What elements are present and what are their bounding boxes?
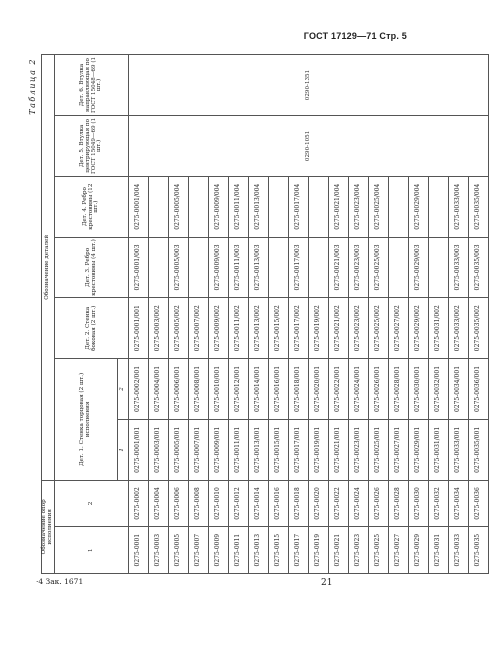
parts-table bbox=[41, 54, 489, 574]
table-cell: 0275-0029/002 bbox=[409, 298, 429, 359]
footer-order-number: ·4 Зак. 1671 bbox=[36, 577, 84, 586]
table-cell: 0275-0025/002 bbox=[369, 298, 389, 359]
table-cell: 0275-0029 bbox=[409, 527, 429, 574]
page-number: 21 bbox=[321, 578, 333, 588]
table-cell bbox=[309, 176, 329, 237]
table-cell: 0275-0013/002 bbox=[249, 298, 269, 359]
table-cell: 0275-0021/001 bbox=[329, 419, 349, 480]
table-cell: 0275-0025 bbox=[369, 527, 389, 574]
table-cell: 0275-0013/004 bbox=[249, 176, 269, 237]
table-cell: 0275-0010/001 bbox=[209, 359, 229, 420]
table-cell: 0275-0029/001 bbox=[409, 419, 429, 480]
table-cell bbox=[149, 237, 169, 298]
table-cell: 0275-0005/004 bbox=[169, 176, 189, 237]
col-header-det4: Дет. 4. Ребро крестовины (12 шт.) bbox=[55, 176, 129, 237]
table-cell: 0275-0021/002 bbox=[329, 298, 349, 359]
table-cell: 0275-0035/003 bbox=[469, 237, 489, 298]
table-cell: 0275-0005/003 bbox=[169, 237, 189, 298]
table-cell: 0275-0027 bbox=[389, 527, 409, 574]
table-cell: 0275-0012/001 bbox=[229, 359, 249, 420]
table-cell: 0275-0018/001 bbox=[289, 359, 309, 420]
table-cell: 0275-0015/001 bbox=[269, 419, 289, 480]
table-cell bbox=[269, 176, 289, 237]
group-header-left: Обозначение опор исполнения bbox=[42, 480, 55, 573]
table-cell: 0275-0019 bbox=[309, 527, 329, 574]
table-cell: 0275-0035/004 bbox=[469, 176, 489, 237]
rotated-table-container bbox=[28, 54, 482, 574]
table-cell: 0275-0024/001 bbox=[349, 359, 369, 420]
table-cell: 0275-0018 bbox=[289, 480, 309, 527]
table-cell: 0275-0012 bbox=[229, 480, 249, 527]
table-cell: 0275-0011/001 bbox=[229, 419, 249, 480]
table-cell: 0275-0015/002 bbox=[269, 298, 289, 359]
table-cell: 0275-0002 bbox=[129, 480, 149, 527]
table-cell: 0275-0033/001 bbox=[449, 419, 469, 480]
table-cell: 0275-0009/003 bbox=[209, 237, 229, 298]
table-cell bbox=[269, 237, 289, 298]
table-cell: 0275-0021/003 bbox=[329, 237, 349, 298]
table-cell: 0275-0022 bbox=[329, 480, 349, 527]
table-cell: 0275-0004 bbox=[149, 480, 169, 527]
table-cell: 0275-0016/001 bbox=[269, 359, 289, 420]
table-cell: 0275-0013/001 bbox=[249, 419, 269, 480]
page-header: ГОСТ 17129—71 Стр. 5 bbox=[303, 31, 407, 41]
table-cell: 0275-0008 bbox=[189, 480, 209, 527]
table-cell: 0275-0025/001 bbox=[369, 419, 389, 480]
table-cell: 0275-0023/003 bbox=[349, 237, 369, 298]
table-cell: 0275-0034 bbox=[449, 480, 469, 527]
table-cell bbox=[189, 176, 209, 237]
table-cell: 0275-0027/001 bbox=[389, 419, 409, 480]
table-cell: 0275-0023/004 bbox=[349, 176, 369, 237]
table-cell: 0275-0014 bbox=[249, 480, 269, 527]
table-cell: 0275-0020 bbox=[309, 480, 329, 527]
table-cell: 0275-0001/003 bbox=[129, 237, 149, 298]
table-cell: 0275-0032 bbox=[429, 480, 449, 527]
sub-header-det1-2: 2 bbox=[118, 359, 129, 420]
table-cell: 0275-0035/002 bbox=[469, 298, 489, 359]
table-cell: 0275-0006/001 bbox=[169, 359, 189, 420]
table-cell: 0275-0031/001 bbox=[429, 419, 449, 480]
table-cell: 0275-0009 bbox=[209, 527, 229, 574]
sub-header-det1-1: 1 bbox=[118, 419, 129, 480]
table-cell: 0275-0029/003 bbox=[409, 237, 429, 298]
table-cell: 0275-0032/001 bbox=[429, 359, 449, 420]
table-cell: 0275-0034/001 bbox=[449, 359, 469, 420]
table-cell: 0275-0011/004 bbox=[229, 176, 249, 237]
table-cell: 0275-0015 bbox=[269, 527, 289, 574]
col-header-2: 2 bbox=[55, 480, 129, 527]
table-cell: 0275-0017 bbox=[289, 527, 309, 574]
table-cell: 0275-0025/004 bbox=[369, 176, 389, 237]
table-cell: 0275-0030/001 bbox=[409, 359, 429, 420]
table-cell: 0275-0020/001 bbox=[309, 359, 329, 420]
table-cell: 0275-0007/001 bbox=[189, 419, 209, 480]
table-cell: 0275-0017/001 bbox=[289, 419, 309, 480]
table-cell: 0275-0033/004 bbox=[449, 176, 469, 237]
table-cell: 0275-0028/001 bbox=[389, 359, 409, 420]
table-cell: 0275-0033/003 bbox=[449, 237, 469, 298]
table-body bbox=[129, 55, 489, 574]
table-cell: 0275-0001/001 bbox=[129, 298, 149, 359]
table-cell: 0275-0023/001 bbox=[349, 419, 369, 480]
table-cell: 0275-0028 bbox=[389, 480, 409, 527]
table-cell: 0275-0036/001 bbox=[469, 359, 489, 420]
table-cell: 0275-0011 bbox=[229, 527, 249, 574]
group-header-row bbox=[42, 55, 55, 574]
table-cell bbox=[189, 237, 209, 298]
table-cell: 0275-0035 bbox=[469, 527, 489, 574]
table-cell: 0275-0017/004 bbox=[289, 176, 309, 237]
table-cell: 0275-0009/002 bbox=[209, 298, 229, 359]
table-cell: 0275-0001/001 bbox=[129, 419, 149, 480]
col-header-1: 1 bbox=[55, 527, 129, 574]
table-cell: 0275-0014/001 bbox=[249, 359, 269, 420]
table-cell: 0275-0030 bbox=[409, 480, 429, 527]
table-cell: 0275-0003/001 bbox=[149, 419, 169, 480]
col-header-det1: Дет. 1. Стенка торцовая (2 шт.) исполнения bbox=[55, 359, 118, 481]
table-cell: 0275-0029/004 bbox=[409, 176, 429, 237]
table-cell: 0275-0001/004 bbox=[129, 176, 149, 237]
table-cell: 0275-0023 bbox=[349, 527, 369, 574]
table-cell: 0275-0036 bbox=[469, 480, 489, 527]
column-header-row bbox=[55, 55, 118, 574]
table-cell bbox=[149, 176, 169, 237]
table-cell: 0275-0025/003 bbox=[369, 237, 389, 298]
table-cell: 0275-0017/002 bbox=[289, 298, 309, 359]
table-cell: 0275-0005 bbox=[169, 527, 189, 574]
table-cell: 0275-0009/001 bbox=[209, 419, 229, 480]
table-cell-merged: 0290-1051 bbox=[129, 115, 489, 176]
table-cell: 0275-0005/002 bbox=[169, 298, 189, 359]
table-cell: 0275-0002/001 bbox=[129, 359, 149, 420]
table-cell bbox=[389, 176, 409, 237]
table-cell: 0275-0019/002 bbox=[309, 298, 329, 359]
table-cell: 0275-0031 bbox=[429, 527, 449, 574]
table-cell: 0275-0011/003 bbox=[229, 237, 249, 298]
table-title: Таблица 2 bbox=[28, 58, 37, 115]
table-cell: 0275-0007/002 bbox=[189, 298, 209, 359]
table-cell bbox=[429, 237, 449, 298]
col-header-det3: Дет. 3. Ребро крестовины (4 шт.) bbox=[55, 237, 129, 298]
table-cell: 0275-0004/001 bbox=[149, 359, 169, 420]
table-cell: 0275-0016 bbox=[269, 480, 289, 527]
table-row bbox=[129, 55, 149, 574]
table-cell: 0275-0033 bbox=[449, 527, 469, 574]
table-cell: 0275-0022/001 bbox=[329, 359, 349, 420]
table-cell: 0275-0001 bbox=[129, 527, 149, 574]
table-cell: 0275-0033/002 bbox=[449, 298, 469, 359]
table-cell: 0275-0024 bbox=[349, 480, 369, 527]
table-cell: 0275-0010 bbox=[209, 480, 229, 527]
table-cell: 0275-0027/002 bbox=[389, 298, 409, 359]
table-cell: 0275-0013/003 bbox=[249, 237, 269, 298]
table-cell: 0275-0003/002 bbox=[149, 298, 169, 359]
table-cell: 0275-0006 bbox=[169, 480, 189, 527]
table-cell: 0275-0035/001 bbox=[469, 419, 489, 480]
table-cell: 0275-0011/002 bbox=[229, 298, 249, 359]
table-cell: 0275-0005/001 bbox=[169, 419, 189, 480]
col-header-det5: Дет. 5. Втулка центрирующая по ГОСТ 15049—69 (1 шт.) bbox=[55, 115, 129, 176]
table-cell: 0275-0023/002 bbox=[349, 298, 369, 359]
table-cell: 0275-0019/001 bbox=[309, 419, 329, 480]
table-cell: 0275-0031/002 bbox=[429, 298, 449, 359]
table-cell: 0275-0013 bbox=[249, 527, 269, 574]
table-cell bbox=[429, 176, 449, 237]
table-cell: 0275-0008/001 bbox=[189, 359, 209, 420]
table-cell-merged: 0290-1351 bbox=[129, 55, 489, 116]
table-cell: 0275-0017/003 bbox=[289, 237, 309, 298]
col-header-det2: Дет. 2. Стенка боковая (2 шт.) bbox=[55, 298, 129, 359]
table-cell: 0275-0009/004 bbox=[209, 176, 229, 237]
table-cell: 0275-0026/001 bbox=[369, 359, 389, 420]
table-cell: 0275-0003 bbox=[149, 527, 169, 574]
table-cell: 0275-0021/004 bbox=[329, 176, 349, 237]
group-header-right: Обозначение деталей bbox=[42, 55, 55, 481]
table-cell bbox=[309, 237, 329, 298]
col-header-det6: Дет. 6. Втулка направляющая по ГОСТ 15048—69 (1 шт.) bbox=[55, 55, 129, 116]
table-cell bbox=[389, 237, 409, 298]
table-cell: 0275-0026 bbox=[369, 480, 389, 527]
table-cell: 0275-0021 bbox=[329, 527, 349, 574]
table-cell: 0275-0007 bbox=[189, 527, 209, 574]
